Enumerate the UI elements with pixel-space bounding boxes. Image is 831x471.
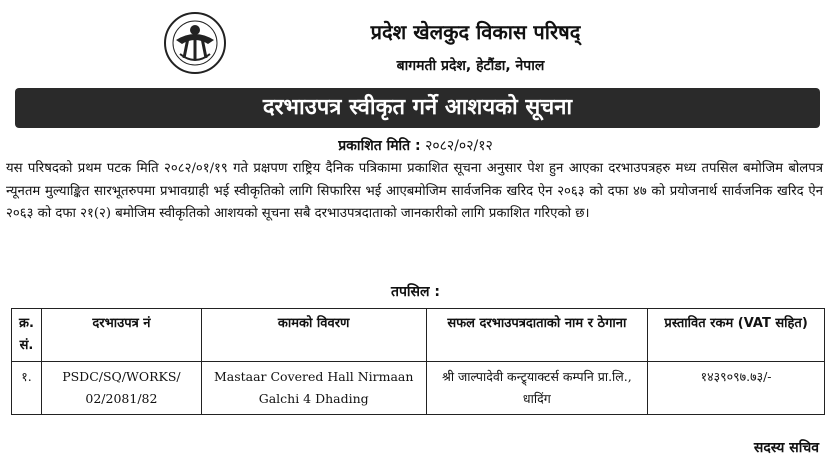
publication-date-line — [0, 136, 831, 155]
header-bidder: सफल दरभाउपत्रदाताको नाम र ठेगाना — [426, 309, 648, 362]
cell-desc: Mastaar Covered Hall Nirmaan Galchi 4 Dhading — [201, 362, 426, 415]
publication-date-label: प्रकाशित मिति : — [338, 138, 421, 154]
cell-ref: PSDC/SQ/WORKS/ 02/2081/82 — [41, 362, 201, 415]
annex-table — [11, 308, 825, 415]
table-header-row — [12, 309, 825, 362]
notice-body: यस परिषदको प्रथम पटक मिति २०८२/०१/१९ गते प्रक्षपण राष्ट्रिय दैनिक पत्रिकामा प्रकाशित सूचना अनुसार पेश हुन आएका दरभाउपत्रहरु मध्य तपसिल बमोजिम बोलपत्र न्यूनतम मुल्याङ्कित सारभूतरुपमा प्रभावग्राही भई स्वीकृतिको लागि सिफारिस भई आएबमोजिम सार्वजनिक खरिद ऐन २०६३ को दफा ४७ को प्रयोजनार्थ सार्वजनिक खरिद ऐन २०६३ को दफा २१(२) बमोजिम स्वीकृतिको आशयको सूचना सबै दरभाउपत्रदाताको जानकारीको लागि प्रकाशित गरिएको छ। — [6, 161, 823, 221]
header-desc: कामको विवरण — [201, 309, 426, 362]
header-ref: दरभाउपत्र नं — [41, 309, 201, 362]
table-row — [12, 362, 825, 415]
cell-amount: १४३९०९७.७३/- — [648, 362, 825, 415]
organization-address: बागमती प्रदेश, हेटौंडा, नेपाल — [396, 58, 545, 74]
organization-name: प्रदेश खेलकुद विकास परिषद् — [370, 20, 581, 44]
header-sn: क्र. सं. — [12, 309, 42, 362]
publication-date: २०८२/०२/१२ — [425, 138, 493, 154]
cell-sn: १. — [12, 362, 42, 415]
annex-title: तपसिल : — [391, 284, 440, 300]
cell-bidder: श्री जाल्पादेवी कन्ट्र्याक्टर्स कम्पनि प्रा.लि., धादिंग — [426, 362, 648, 415]
notice-title: दरभाउपत्र स्वीकृत गर्ने आशयको सूचना — [262, 95, 573, 120]
signatory-title: सदस्य सचिव — [753, 440, 819, 456]
notice-title-banner — [15, 88, 820, 128]
header-amount: प्रस्तावित रकम (VAT सहित) — [648, 309, 825, 362]
